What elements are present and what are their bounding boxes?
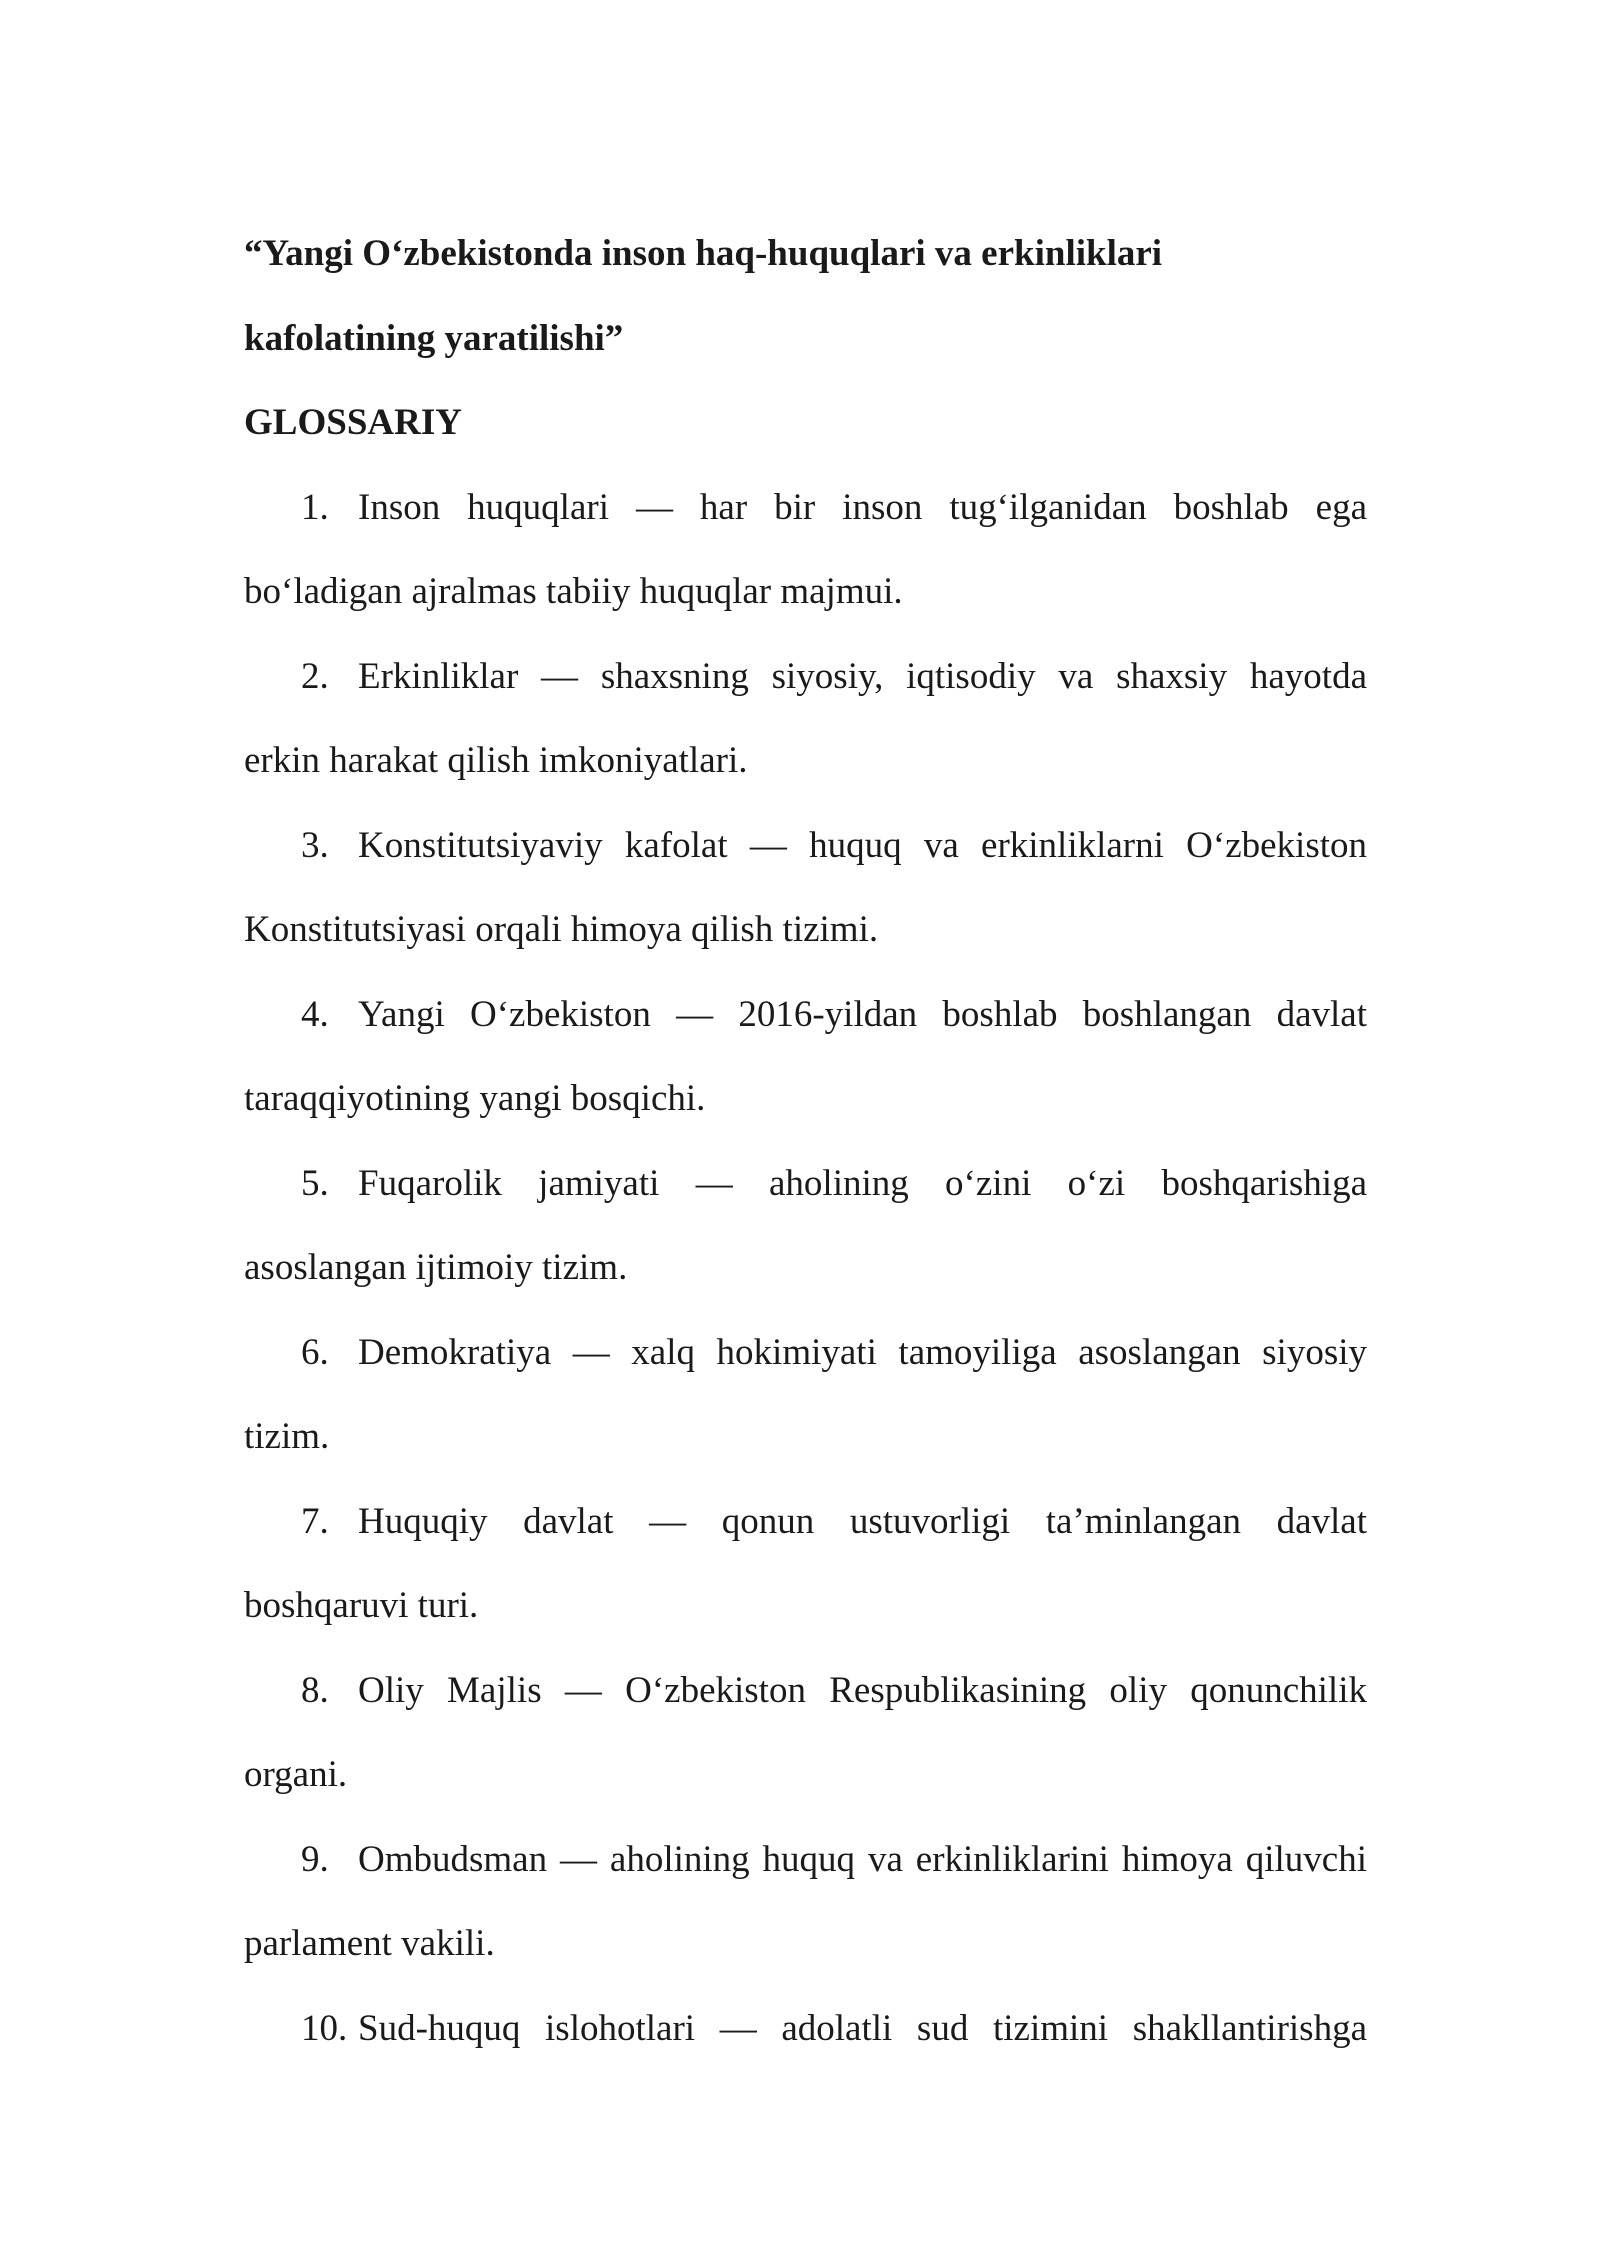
glossary-item-9 xyxy=(244,1818,1367,1987)
glossary-item-first-line xyxy=(244,635,1367,720)
glossary-item-continuation: taraqqiyotining yangi bosqichi. xyxy=(244,1078,706,1119)
item-number: 6. xyxy=(301,1331,329,1373)
glossary-item-continuation: tizim. xyxy=(244,1416,330,1457)
glossary-item-2 xyxy=(244,635,1367,804)
glossary-item-text: Sud-huquq islohotlari — adolatli sud tizimini shakllantirishga xyxy=(358,2007,1367,2049)
glossary-item-first-line xyxy=(244,1311,1367,1396)
document-title-line-2: kafolatining yaratilishi” xyxy=(244,317,624,359)
glossary-item-continuation: asoslangan ijtimoiy tizim. xyxy=(244,1247,628,1288)
glossary-item-text: Inson huquqlari — har bir inson tug‘ilganidan boshlab ega xyxy=(358,486,1367,528)
glossary-item-6 xyxy=(244,1311,1367,1480)
document-title-line-1: “Yangi O‘zbekistonda inson haq-huquqlari va erkinliklari xyxy=(244,233,1163,274)
glossary-item-text: Fuqarolik jamiyati — aholining o‘zini o‘zi boshqarishiga xyxy=(358,1162,1367,1204)
glossary-item-7 xyxy=(244,1480,1367,1649)
glossary-item-text: Huquqiy davlat — qonun ustuvorligi ta’minlangan davlat xyxy=(358,1500,1367,1542)
item-number: 2. xyxy=(301,655,329,697)
glossary-item-continuation: parlament vakili. xyxy=(244,1923,495,1964)
document-body xyxy=(244,212,1367,2071)
glossary-item-continuation: erkin harakat qilish imkoniyatlari. xyxy=(244,740,748,781)
item-number: 9. xyxy=(301,1838,329,1880)
item-number: 7. xyxy=(301,1500,329,1542)
item-number: 4. xyxy=(301,993,329,1035)
glossary-item-continuation: Konstitutsiyasi orqali himoya qilish tizimi. xyxy=(244,909,879,950)
glossary-item-text: Oliy Majlis — O‘zbekiston Respublikasining oliy qonunchilik xyxy=(358,1669,1367,1711)
glossary-item-4 xyxy=(244,973,1367,1142)
glossary-item-text: Konstitutsiyaviy kafolat — huquq va erkinliklarni O‘zbekiston xyxy=(358,824,1367,866)
glossary-item-5 xyxy=(244,1142,1367,1311)
glossary-item-first-line xyxy=(244,1142,1367,1227)
item-number: 3. xyxy=(301,824,329,866)
glossary-item-text: Demokratiya — xalq hokimiyati tamoyiliga asoslangan siyosiy xyxy=(358,1331,1367,1373)
glossary-item-first-line xyxy=(244,1818,1367,1903)
item-number: 8. xyxy=(301,1669,329,1711)
glossary-item-first-line xyxy=(244,1480,1367,1565)
item-number: 1. xyxy=(301,486,329,528)
glossary-item-continuation: bo‘ladigan ajralmas tabiiy huquqlar majmui. xyxy=(244,571,903,612)
item-number: 5. xyxy=(301,1162,329,1204)
glossary-item-first-line xyxy=(244,1987,1367,2072)
glossary-item-continuation: boshqaruvi turi. xyxy=(244,1585,479,1626)
glossary-item-first-line xyxy=(244,1649,1367,1734)
glossary-item-first-line xyxy=(244,466,1367,551)
glossary-item-1 xyxy=(244,466,1367,635)
glossary-item-first-line xyxy=(244,973,1367,1058)
glossary-item-8 xyxy=(244,1649,1367,1818)
glossary-item-continuation: organi. xyxy=(244,1754,348,1795)
item-number: 10. xyxy=(301,2007,348,2049)
glossary-item-text: Erkinliklar — shaxsning siyosiy, iqtisodiy va shaxsiy hayotda xyxy=(358,655,1367,697)
glossary-item-first-line xyxy=(244,804,1367,889)
section-heading: GLOSSARIY xyxy=(244,402,462,443)
glossary-item-10 xyxy=(244,1987,1367,2072)
glossary-item-3 xyxy=(244,804,1367,973)
glossary-item-text: Yangi O‘zbekiston — 2016-yildan boshlab boshlangan davlat xyxy=(358,993,1367,1035)
glossary-item-text: Ombudsman — aholining huquq va erkinliklarini himoya qiluvchi xyxy=(358,1838,1367,1880)
